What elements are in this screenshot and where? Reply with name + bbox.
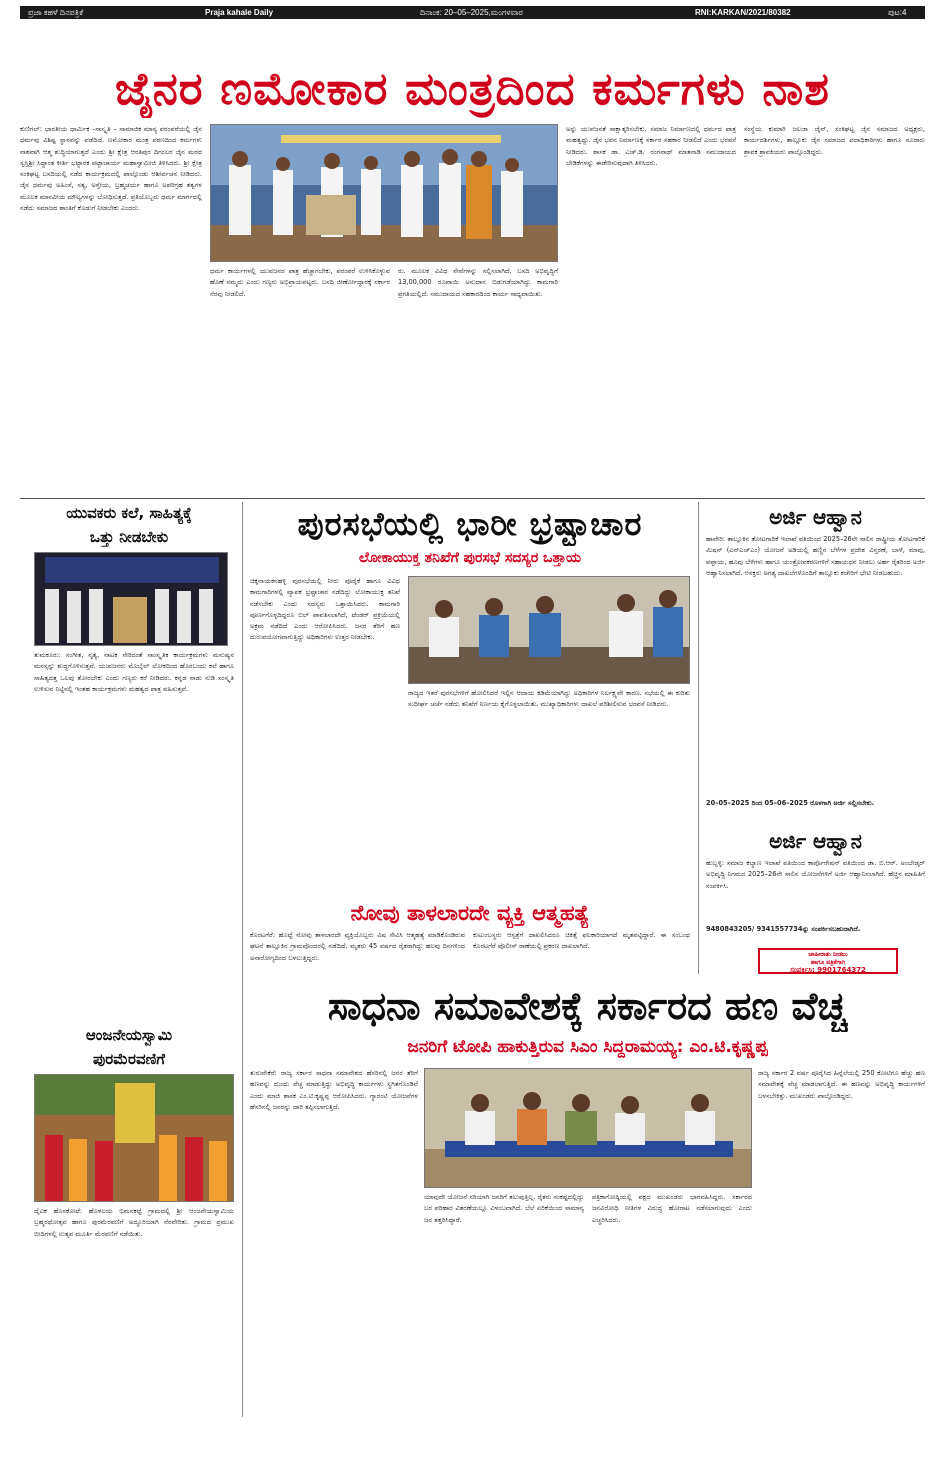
jain-body-col1: ಕುಣಿಗಲ್: ಭಾರತೀಯ ಧಾರ್ಮಿಕ –ಸಾಸ್ಕೃತಿ – ಸಾಮಾಜಿಕ ಮಾನ್ಯ ಪರಂಪರೆಯಲ್ಲಿ ಜೈನ ಧರ್ಮವು ವಿಶಿಷ್ಟ ಸ್ಥಾನವನ್ನು ಪಡೆದಿದೆ. ಣಮೋಕಾರ ಮಂತ್ರ ಪಠಣದಿಂದ ಕರ್ಮಗಳು ನಾಶವಾಗಿ ಆತ್ಮ ಶುದ್ಧಿಯಾಗುತ್ತದೆ ಎಂದು ಶ್ರೀ ಕ್ಷೇತ್ರ ಆರತಿಪುರ ದಿಗಂಬರ ಜೈನ ಮಠದ ಸ್ವಸ್ತಿಶ್ರೀ ಸಿದ್ಧಾಂತ ಕೀರ್ತಿ ಭಟ್ಟಾರಕ ಪಟ್ಟಾಚಾರ್ಯ ಮಹಾಸ್ವಾಮೀಜಿ ತಿಳಿಸಿದರು. ಶ್ರೀ ಕ್ಷೇತ್ರ ಸಂಕಿಘಟ್ಟ ಬಸದಿಯಲ್ಲಿ ನಡೆದ ಕಾರ್ಯಕ್ರಮದಲ್ಲಿ ಪಾಲ್ಗೊಂಡು ಆಶೀರ್ವಚನ ನೀಡಿದರು. ಜೈನ ಧರ್ಮವು ಅಹಿಂಸೆ, ಸತ್ಯ, ಅಸ್ತೇಯ, ಬ್ರಹ್ಮಚರ್ಯ ಹಾಗೂ ಅಪರಿಗ್ರಹ ತತ್ವಗಳ ಮೂಲಕ ಮಾನವೀಯ ಮೌಲ್ಯಗಳನ್ನು ಬೋಧಿಸುತ್ತದೆ. ಪ್ರತಿಯೊಬ್ಬರು ಧರ್ಮ ಮಾರ್ಗದಲ್ಲಿ ನಡೆದು ಸಮಾಜದ ಶಾಂತಿಗೆ ಕೊಡುಗೆ ನೀಡಬೇಕು ಎಂದರು. bbox=[20, 125, 202, 213]
jain-body-col5: ಸಂಸ್ಥೆಯ ಕುಮಾರಿ ಜಲಜಾ ಜೈನ್, ಸಂಕಿಘಟ್ಟ ಜೈನ ಸಮಾಜದ ಅಧ್ಯಕ್ಷರು, ಕಾರ್ಯದರ್ಶಿಗಳು, ತಾಲ್ಲೂಕು ಜೈನ ಸಮಾಜದ ಪದಾಧಿಕಾರಿಗಳು ಹಾಗೂ ನೂರಾರು ಶ್ರಾವಕ ಶ್ರಾವಕಿಯರು ಪಾಲ್ಗೊಂಡಿದ್ದರು. bbox=[744, 125, 925, 156]
youth-event-photo-art bbox=[35, 553, 228, 646]
advertising-contact-box bbox=[758, 948, 898, 974]
ad-line2: ಹಾಗೂ ಪತ್ರಿಕೆಗಾಗಿ bbox=[810, 959, 846, 966]
notice1-body: ಹಾವೇರಿ: ತಾಲ್ಲೂಕಿನ ತೋಟಗಾರಿಕೆ ಇಲಾಖೆ ವತಿಯಿಂದ 2025–26ನೇ ಸಾಲಿನ ರಾಷ್ಟ್ರೀಯ ತೋಟಗಾರಿಕೆ ಮಿಷನ್ (ಎನ್‌ಎಚ್‌ಎಂ) ಯೋಜನೆ ಅಡಿಯಲ್ಲಿ ಹಣ್ಣಿನ ಬೆಳೆಗಳ ಪ್ರದೇಶ ವಿಸ್ತರಣೆ, ಬಾಳೆ, ಮಾವು, ಪಪ್ಪಾಯ, ಹೂವು ಬೆಳೆಗಳು ಹಾಗೂ ಯಂತ್ರೋಪಕರಣಗಳಿಗೆ ಸಹಾಯಧನ ನೀಡಲು ಅರ್ಹ ರೈತರಿಂದ ಅರ್ಜಿ ಆಹ್ವಾನಿಸಲಾಗಿದೆ. ಆಸಕ್ತರು ಅಗತ್ಯ ದಾಖಲೆಗಳೊಂದಿಗೆ ತಾಲ್ಲೂಕು ಕಚೇರಿಗೆ ಭೇಟಿ ನೀಡಬಹುದು. bbox=[706, 535, 925, 577]
suicide-body-left: ಕೊರಟಗೆರೆ: ಹೊಟ್ಟೆ ನೋವು ತಾಳಲಾರದೇ ವ್ಯಕ್ತಿಯೊಬ್ಬರು ವಿಷ ಸೇವಿಸಿ ಆತ್ಮಹತ್ಯೆ ಮಾಡಿಕೊಂಡಿರುವ ಘಟನೆ ತಾಲ್ಲೂಕಿನ ಗ್ರಾಮವೊಂದರಲ್ಲಿ ನಡೆದಿದೆ. ಮೃತರು 45 ವರ್ಷದ ರೈತರಾಗಿದ್ದು ಹಲವು ದಿನಗಳಿಂದ ಅನಾರೋಗ್ಯದಿಂದ ಬಳಲುತ್ತಿದ್ದರು. bbox=[250, 931, 465, 962]
column-rule-right bbox=[698, 502, 699, 974]
youth-body: ತುಮಕೂರು: ಸಂಗೀತ, ನೃತ್ಯ, ನಾಟಕ ಸೇರಿದಂತೆ ಸಾಂಸ್ಕೃತಿಕ ಕಾರ್ಯಕ್ರಮಗಳು ಮನುಷ್ಯನ ಮನಸ್ಸನ್ನು ಶುದ್ಧಗೊಳಿಸುತ್ತವೆ. ಯುವಜನರು ಮೊಬೈಲ್ ಲೋಕದಿಂದ ಹೊರಬಂದು ಕಲೆ ಹಾಗೂ ಸಾಹಿತ್ಯದತ್ತ ಒಲವು ತೋರಬೇಕು ಎಂದು ಗಣ್ಯರು ಕರೆ ನೀಡಿದರು. ಕನ್ನಡ ನಾಡು ನುಡಿ ಸಂಸ್ಕೃತಿ ಉಳಿಸುವ ನಿಟ್ಟಿನಲ್ಲಿ ಇಂತಹ ಕಾರ್ಯಕ್ರಮಗಳು ಮಹತ್ವದ ಪಾತ್ರ ವಹಿಸುತ್ತವೆ. bbox=[34, 651, 234, 693]
youth-headline-line1: ಯುವಕರು ಕಲೆ, ಸಾಹಿತ್ಯಕ್ಕೆ bbox=[66, 504, 192, 522]
jain-body-col4: ಅನ್ನು ಯುವಜನತೆ ಸಾಕ್ಷಾತ್ಕರಿಸಬೇಕು. ಸಮಾಜ ನಿರ್ಮಾಣದಲ್ಲಿ ಧರ್ಮದ ಪಾತ್ರ ಮಹತ್ವದ್ದು. ಜೈನ ಭವನ ನಿರ್ಮಾಣಕ್ಕೆ ಸರ್ಕಾರ ಸಹಕಾರ ನೀಡಲಿದೆ ಎಂದು ಭರವಸೆ ನೀಡಿದರು. ಶಾಸಕ ಡಾ. ಎಚ್.ಡಿ. ರಂಗನಾಥ್ ಮಾತನಾಡಿ ಸಮುದಾಯದ ಬೇಡಿಕೆಗಳನ್ನು ಈಡೇರಿಸುವುದಾಗಿ ತಿಳಿಸಿದರು. bbox=[566, 125, 736, 167]
corruption-body-right: ರಾಜ್ಯದ ಇತರೆ ಪುರಸಭೆಗಳಿಗೆ ಹೋಲಿಸಿದರೆ ಇಲ್ಲಿನ ಆದಾಯ ಕಡಿಮೆಯಾಗಿದ್ದು ಅಧಿಕಾರಿಗಳ ನಿರ್ಲಕ್ಷ್ಯವೇ ಕಾರಣ. ಸಭೆಯಲ್ಲಿ ಈ ಕುರಿತು ಸುದೀರ್ಘ ಚರ್ಚೆ ನಡೆದು ತನಿಖೆಗೆ ನಿರ್ಣಯ ಕೈಗೊಳ್ಳಲಾಯಿತು. ಮುಖ್ಯಾಧಿಕಾರಿಗಳು ದಾಖಲೆ ಪರಿಶೀಲಿಸುವ ಭರವಸೆ ನೀಡಿದರು. bbox=[408, 689, 690, 709]
procession-photo bbox=[34, 1074, 234, 1202]
suicide-body-right: ಕುಟುಂಬಸ್ಥರು ಆಸ್ಪತ್ರೆಗೆ ದಾಖಲಿಸಿದರೂ ಚಿಕಿತ್ಸೆ ಫಲಕಾರಿಯಾಗದೆ ಮೃತಪಟ್ಟಿದ್ದಾರೆ. ಈ ಸಂಬಂಧ ಕೊರಟಗೆರೆ ಪೊಲೀಸ್ ಠಾಣೆಯಲ್ಲಿ ಪ್ರಕರಣ ದಾಖಲಾಗಿದೆ. bbox=[473, 931, 690, 951]
column-rule-left bbox=[242, 502, 243, 1417]
samavesha-body-col2: ಯಾವುದೇ ಯೋಜನೆ ಸರಿಯಾಗಿ ಜನರಿಗೆ ತಲುಪುತ್ತಿಲ್ಲ. ರೈತರು ಸಂಕಷ್ಟದಲ್ಲಿದ್ದು ಬರ ಪರಿಹಾರ ವಿತರಣೆಯಲ್ಲೂ ವಿಳಂಬವಾಗಿದೆ. ಬೆಲೆ ಏರಿಕೆಯಿಂದ ಸಾಮಾನ್ಯ ಜನ ತತ್ತರಿಸಿದ್ದಾರೆ. bbox=[424, 1193, 584, 1224]
jain-body-col3: ರು. ಮೂಲಕ ವಿವಿಧ ಸೇವೆಗಳನ್ನು ಸಲ್ಲಿಸಲಾಗಿದೆ. ಬಸದಿ ಅಭಿವೃದ್ಧಿಗೆ 13,00,000 ರೂಪಾಯಿ ಅನುದಾನ ಬಿಡುಗಡೆಯಾಗಿದ್ದು ಕಾಮಗಾರಿ ಪ್ರಗತಿಯಲ್ಲಿದೆ. ಸಮುದಾಯದ ಸಹಕಾರದಿಂದ ಕಾರ್ಯ ಸಾಧ್ಯವಾಯಿತು. bbox=[398, 267, 558, 298]
notice1-dates: 20–05–2025 ರಿಂದ 05–06–2025 ರೊಳಗಾಗಿ ಅರ್ಜಿ ಸಲ್ಲಿಸಬೇಕು. bbox=[706, 799, 875, 807]
masthead-bar bbox=[20, 6, 925, 19]
procession-body: ದೈವಿಕ ಹೊಸಕೋಟೆ: ಹೊಳಲಯ ಭಿಮನಕಟ್ಟೆ ಗ್ರಾಮದಲ್ಲಿ ಶ್ರೀ ಆಂಜನೇಯಸ್ವಾಮಿಯ ಬ್ರಹ್ಮರಥೋತ್ಸವ ಹಾಗೂ ಪುರಮೆರವಣಿಗೆ ಅದ್ದೂರಿಯಾಗಿ ನೆರವೇರಿತು. ಗ್ರಾಮದ ಪ್ರಮುಖ ಬೀದಿಗಳಲ್ಲಿ ಉತ್ಸವ ಮೂರ್ತಿ ಮೆರವಣಿಗೆ ನಡೆಯಿತು. bbox=[34, 1207, 234, 1238]
jain-headline: ಜೈನರ ಣಮೋಕಾರ ಮಂತ್ರದಿಂದ ಕರ್ಮಗಳು ನಾಶ bbox=[115, 62, 830, 115]
section-divider bbox=[20, 498, 925, 499]
samavesha-headline: ಸಾಧನಾ ಸಮಾವೇಶಕ್ಕೆ ಸರ್ಕಾರದ ಹಣ ವೆಚ್ಚ bbox=[327, 984, 848, 1028]
samavesha-body-col3: ಪತ್ರಿಕಾಗೋಷ್ಠಿಯಲ್ಲಿ ಪಕ್ಷದ ಮುಖಂಡರು ಭಾಗವಹಿಸಿದ್ದರು. ಸರ್ಕಾರದ ಜನವಿರೋಧಿ ನೀತಿಗಳ ವಿರುದ್ಧ ಹೋರಾಟ ನಡೆಸಲಾಗುವುದು ಎಂದು ಎಚ್ಚರಿಸಿದರು. bbox=[592, 1193, 752, 1224]
notice2-title: ಅರ್ಜಿ ಆಹ್ವಾನ bbox=[769, 829, 862, 853]
jain-body-col2: ಧರ್ಮ ಕಾರ್ಯಗಳಲ್ಲಿ ಯುವಜನರ ಪಾತ್ರ ಹೆಚ್ಚಾಗಬೇಕು, ಪರಂಪರೆ ಉಳಿಸಿಕೊಳ್ಳುವ ಹೊಣೆ ನಮ್ಮದು ಎಂದು ಗಣ್ಯರು ಅಭಿಪ್ರಾಯಪಟ್ಟರು. ಬಸದಿ ಜೀರ್ಣೋದ್ಧಾರಕ್ಕೆ ಸರ್ಕಾರ ನೆರವು ನೀಡಲಿದೆ. bbox=[210, 267, 390, 298]
paper-name-english: Praja kahale Daily bbox=[205, 8, 274, 17]
youth-event-photo bbox=[34, 552, 228, 646]
ad-line3: ಸಂಪರ್ಕಿಸಿ: 9901764372 bbox=[790, 966, 866, 974]
paper-name-kannada: ಪ್ರಜಾ ಕಹಳೆ ದಿನಪತ್ರಿಕೆ bbox=[28, 8, 84, 17]
corruption-body-left: ಚಿಕ್ಕನಾಯಕನಹಳ್ಳಿ ಪುರಸಭೆಯಲ್ಲಿ ನೀರು ಪೂರೈಕೆ ಹಾಗೂ ವಿವಿಧ ಕಾಮಗಾರಿಗಳಲ್ಲಿ ವ್ಯಾಪಕ ಭ್ರಷ್ಟಾಚಾರ ನಡೆದಿದ್ದು ಲೋಕಾಯುಕ್ತ ತನಿಖೆ ನಡೆಸಬೇಕು ಎಂದು ಸದಸ್ಯರು ಒತ್ತಾಯಿಸಿದರು. ಕಾಮಗಾರಿ ಪೂರ್ಣಗೊಳ್ಳದಿದ್ದರೂ ಬಿಲ್ ಪಾವತಿಸಲಾಗಿದೆ, ಟೆಂಡರ್ ಪ್ರಕ್ರಿಯೆಯಲ್ಲಿ ಅಕ್ರಮ ನಡೆದಿದೆ ಎಂದು ಆರೋಪಿಸಿದರು. ಜನರ ತೆರಿಗೆ ಹಣ ದುರುಪಯೋಗವಾಗುತ್ತಿದ್ದು ಅಧಿಕಾರಿಗಳು ಉತ್ತರ ನೀಡಬೇಕು. bbox=[250, 577, 400, 642]
samavesha-body-col1: ತುರುವೇಕೆರೆ: ರಾಜ್ಯ ಸರ್ಕಾರ ಸಾಧನಾ ಸಮಾವೇಶದ ಹೆಸರಿನಲ್ಲಿ ಜನರ ತೆರಿಗೆ ಹಣವನ್ನು ದುಂದು ವೆಚ್ಚ ಮಾಡುತ್ತಿದ್ದು ಅಭಿವೃದ್ಧಿ ಕಾರ್ಯಗಳು ಸ್ಥಗಿತಗೊಂಡಿವೆ ಎಂದು ಮಾಜಿ ಶಾಸಕ ಎಂ.ಟಿ.ಕೃಷ್ಣಪ್ಪ ಆರೋಪಿಸಿದರು. ಗ್ಯಾರಂಟಿ ಯೋಜನೆಗಳ ಹೆಸರಿನಲ್ಲಿ ಜನರನ್ನು ದಾರಿ ತಪ್ಪಿಸಲಾಗುತ್ತಿದೆ. bbox=[250, 1069, 418, 1111]
samavesha-press-photo bbox=[424, 1068, 752, 1188]
samavesha-subheadline: ಜನರಿಗೆ ಟೋಪಿ ಹಾಕುತ್ತಿರುವ ಸಿಎಂ ಸಿದ್ದರಾಮಯ್ಯ: ಎಂ.ಟಿ.ಕೃಷ್ಣಪ್ಪ bbox=[407, 1037, 768, 1057]
ad-line1: ಜಾಹೀರಾತು ನೀಡಲು bbox=[808, 951, 848, 958]
samavesha-body-col4: ರಾಜ್ಯ ಸರ್ಕಾರ 2 ವರ್ಷ ಪೂರೈಸಿದ ಹಿನ್ನೆಲೆಯಲ್ಲಿ 250 ಕೋಟಿಗೂ ಹೆಚ್ಚು ಹಣ ಸಮಾವೇಶಕ್ಕೆ ವೆಚ್ಚ ಮಾಡಲಾಗುತ್ತಿದೆ. ಈ ಹಣವನ್ನು ಅಭಿವೃದ್ಧಿ ಕಾರ್ಯಗಳಿಗೆ ಬಳಸಬೇಕಿತ್ತು. ಮುಖಂಡರು ಪಾಲ್ಗೊಂಡಿದ್ದರು. bbox=[758, 1069, 925, 1100]
corruption-meeting-photo-art bbox=[409, 577, 690, 684]
procession-headline-line2: ಪುರಮೆರವಣಿಗೆ bbox=[93, 1050, 165, 1068]
corruption-subheadline: ಲೋಕಾಯುಕ್ತ ತನಿಖೆಗೆ ಪುರಸಭೆ ಸದಸ್ಯರ ಒತ್ತಾಯ bbox=[359, 550, 581, 566]
jain-event-photo-art bbox=[211, 125, 558, 262]
corruption-meeting-photo bbox=[408, 576, 690, 684]
notice2-body: ಹುಬ್ಬಳ್ಳಿ: ಸಮಾಜ ಕಲ್ಯಾಣ ಇಲಾಖೆ ವತಿಯಿಂದ ಕಾರ್ಪೊರೇಷನ್ ವತಿಯಿಂದ ಡಾ. ಬಿ.ಆರ್. ಅಂಬೇಡ್ಕರ್ ಅಭಿವೃದ್ಧಿ ನಿಗಮದ 2025–26ನೇ ಸಾಲಿನ ಯೋಜನೆಗಳಿಗೆ ಅರ್ಜಿ ಆಹ್ವಾನಿಸಲಾಗಿದೆ. ಹೆಚ್ಚಿನ ಮಾಹಿತಿಗೆ ಸಂಪರ್ಕಿಸಿ. bbox=[706, 859, 925, 890]
suicide-headline: ನೋವು ತಾಳಲಾರದೇ ವ್ಯಕ್ತಿ ಆತ್ಮಹತ್ಯೆ bbox=[350, 901, 590, 925]
notice1-title: ಅರ್ಜಿ ಆಹ್ವಾನ bbox=[769, 505, 862, 529]
procession-photo-art bbox=[35, 1075, 234, 1202]
youth-headline-line2: ಒತ್ತು ನೀಡಬೇಕು bbox=[89, 528, 169, 546]
page-number: ಪುಟ:4 bbox=[888, 8, 907, 17]
notice2-phones: 9480843205/ 9341557734ನ್ನು ಸಂಪರ್ಕಿಸಬಹುದಾಗಿದೆ. bbox=[706, 925, 861, 933]
rni-number: RNI:KARKAN/2021/80382 bbox=[695, 8, 791, 17]
procession-headline-line1: ಆಂಜನೇಯಸ್ವಾಮಿ bbox=[85, 1026, 173, 1044]
corruption-headline: ಪುರಸಭೆಯಲ್ಲಿ ಭಾರೀ ಭ್ರಷ್ಟಾಚಾರ bbox=[297, 505, 643, 543]
issue-date: ದಿನಾಂಕ: 20–05–2025,ಮಂಗಳವಾರ bbox=[420, 8, 523, 17]
samavesha-press-photo-art bbox=[425, 1069, 752, 1188]
jain-event-photo bbox=[210, 124, 558, 262]
